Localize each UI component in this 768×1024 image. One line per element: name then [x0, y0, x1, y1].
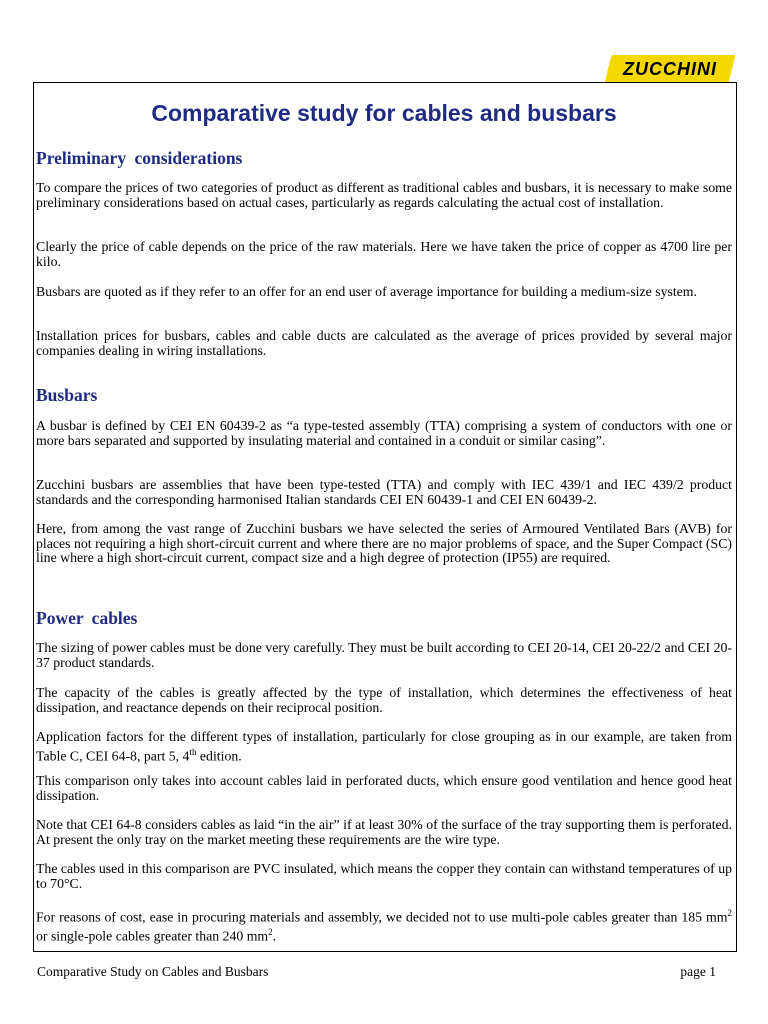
- paragraph: The sizing of power cables must be done very carefully. They must be built according to CEI 20-14, CEI 20-22/2 and CEI 20-37 product standards.: [36, 640, 732, 670]
- paragraph: Here, from among the vast range of Zucchini busbars we have selected the series of Armoured Ventilated Bars (AVB) for places not requiring a high short-circuit current and where there are no major problems of space, and the Super Compact (SC) line where a high short-circuit current, compact size and a high degree of protection (IP55) are required.: [36, 521, 732, 566]
- section-heading-busbars: Busbars: [36, 385, 98, 405]
- paragraph: Zucchini busbars are assemblies that have been type-tested (TTA) and comply with IEC 439/1 and IEC 439/2 product standards and the corresponding harmonised Italian standards CEI EN 60439-1 and CEI EN 60439-2.: [36, 477, 732, 507]
- footer-page-number: page 1: [680, 964, 716, 979]
- paragraph: Installation prices for busbars, cables and cable ducts are calculated as the average of prices provided by several major companies dealing in wiring installations.: [36, 328, 732, 358]
- page-title: Comparative study for cables and busbars: [151, 100, 617, 126]
- paragraph: For reasons of cost, ease in procuring materials and assembly, we decided not to use multi-pole cables greater than 185 $mm^2$ or single-pole cables greater than 240 $mm^2$.: [36, 908, 732, 944]
- paragraph: This comparison only takes into account cables laid in perforated ducts, which ensure good ventilation and hence good heat dissipation.: [36, 773, 732, 803]
- paragraph: Clearly the price of cable depends on the price of the raw materials. Here we have taken the price of copper as 4700 lire per kilo.: [36, 239, 732, 269]
- paragraph: A busbar is defined by CEI EN 60439-2 as “a type-tested assembly (TTA) comprising a system of conductors with one or more bars separated and supported by insulating material and contained in a conduit or similar casing”.: [36, 418, 732, 448]
- paragraph: Busbars are quoted as if they refer to an offer for an end user of average importance for building a medium-size system.: [36, 284, 697, 299]
- paragraph: To compare the prices of two categories of product as different as traditional cables and busbars, it is necessary to make some preliminary considerations based on actual cases, particularly as regards calculating the actual cost of installation.: [36, 180, 732, 210]
- paragraph: Application factors for the different types of installation, particularly for close grouping as in our example, are taken from Table C, CEI 64-8, part 5, 4th edition.: [36, 729, 732, 764]
- section-heading-preliminary: Preliminary considerations: [36, 148, 243, 168]
- footer-document-title: Comparative Study on Cables and Busbars: [37, 964, 269, 979]
- paragraph: The capacity of the cables is greatly affected by the type of installation, which determines the effectiveness of heat dissipation, and reactance depends on their reciprocal position.: [36, 685, 732, 715]
- zucchini-logo: ZUCCHINI: [605, 55, 736, 83]
- section-heading-power-cables: Power cables: [36, 608, 138, 628]
- paragraph: Note that CEI 64-8 considers cables as laid “in the air” if at least 30% of the surface of the tray supporting them is perforated. At present the only tray on the market meeting these requirements are the wire type.: [36, 817, 732, 847]
- paragraph: The cables used in this comparison are PVC insulated, which means the copper they contain can withstand temperatures of up to 70°C.: [36, 861, 732, 891]
